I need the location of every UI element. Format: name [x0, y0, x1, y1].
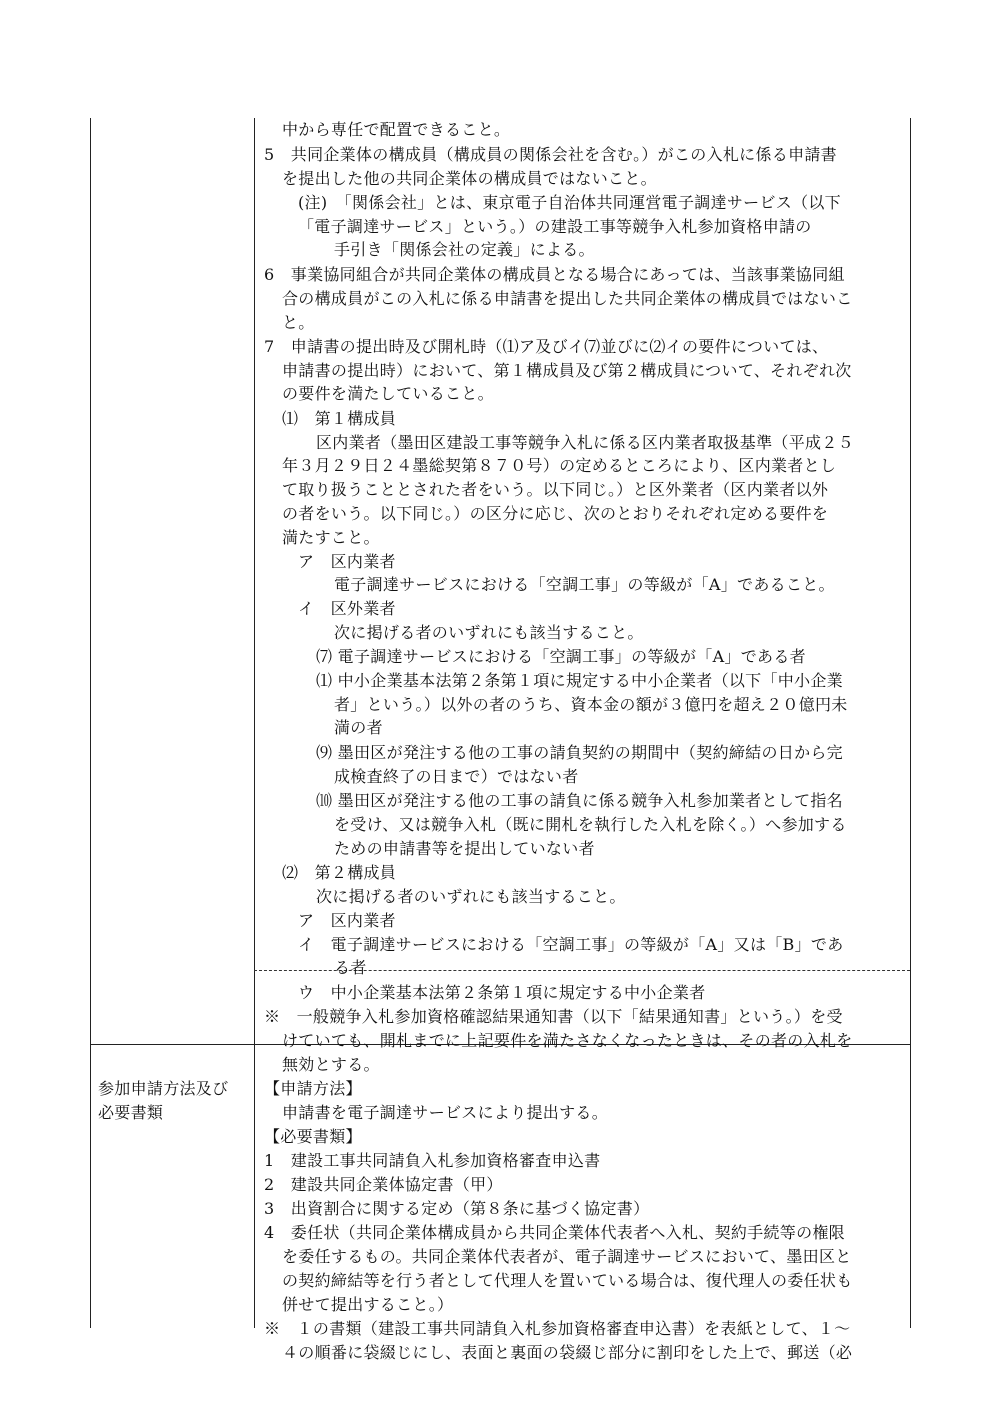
application-text-line: を委任するもの。共同企業体代表者が、電子調達サービスにおいて、墨田区と: [282, 1247, 852, 1266]
application-text-line: 3 出資割合に関する定め（第８条に基づく協定書）: [264, 1199, 650, 1218]
requirement-text-line: と。: [282, 313, 315, 332]
requirement-text-line: 申請書の提出時）において、第１構成員及び第２構成員について、それぞれ次: [282, 361, 852, 380]
requirement-text-line: 合の構成員がこの入札に係る申請書を提出した共同企業体の構成員ではないこ: [282, 289, 853, 308]
requirement-text-line: 成検査終了の日まで）ではない者: [334, 767, 579, 786]
requirement-text-line: ⑼ 墨田区が発注する他の工事の請負契約の期間中（契約締結の日から完: [316, 743, 843, 762]
application-text-line: 併せて提出すること。）: [282, 1295, 454, 1314]
row-label-line: 必要書類: [98, 1103, 164, 1122]
requirement-text-line: 手引き「関係会社の定義」による。: [334, 240, 595, 259]
requirement-text-line: を提出した他の共同企業体の構成員ではないこと。: [282, 169, 657, 188]
requirement-text-line: ア 区内業者: [298, 552, 396, 571]
requirement-text-line: 7 申請書の提出時及び開札時（⑴ア及びイ⑺並びに⑵イの要件については、: [264, 337, 829, 356]
requirement-text-line: 満の者: [334, 718, 383, 737]
requirement-text-line: を受け、又は競争入札（既に開札を執行した入札を除く。）へ参加する: [334, 815, 847, 834]
application-text-line: 申請書を電子調達サービスにより提出する。: [282, 1103, 609, 1122]
table-right-border: [910, 118, 911, 1328]
application-text-line: ※ １の書類（建設工事共同請負入札参加資格審査申込書）を表紙として、１～: [264, 1319, 851, 1338]
requirement-text-line: ⑺ 電子調達サービスにおける「空調工事」の等級が「A」である者: [316, 647, 806, 666]
requirement-text-line: 電子調達サービスにおける「空調工事」の等級が「A」であること。: [334, 575, 835, 594]
requirement-text-line: ための申請書等を提出していない者: [334, 839, 595, 858]
application-text-line: 【申請方法】: [264, 1079, 362, 1098]
requirement-text-line: 5 共同企業体の構成員（構成員の関係会社を含む。）がこの入札に係る申請書: [264, 145, 837, 164]
row-label-line: 参加申請方法及び: [98, 1079, 229, 1098]
requirement-text-line: 次に掲げる者のいずれにも該当すること。: [334, 623, 644, 642]
note-text-line: ※ 一般競争入札参加資格確認結果通知書（以下「結果通知書」という。）を受: [264, 1007, 843, 1026]
application-text-line: 【必要書類】: [264, 1127, 362, 1146]
requirement-text-line: る者: [334, 958, 367, 977]
application-text-line: ４の順番に袋綴じにし、表面と裏面の袋綴じ部分に割印をした上で、郵送（必: [282, 1343, 853, 1362]
requirement-text-line: ⑴ 中小企業基本法第２条第１項に規定する中小企業者（以下「中小企業: [316, 671, 843, 690]
requirement-text-line: 区内業者（墨田区建設工事等競争入札に係る区内業者取扱基準（平成２５: [316, 433, 854, 452]
requirement-text-line: ⑽ 墨田区が発注する他の工事の請負に係る競争入札参加業者として指名: [316, 791, 843, 810]
requirement-text-line: 中から専任で配置できること。: [282, 120, 511, 139]
requirement-text-line: ⑵ 第２構成員: [282, 863, 397, 882]
requirement-text-line: ウ 中小企業基本法第２条第１項に規定する中小企業者: [298, 983, 706, 1002]
requirement-text-line: 年３月２９日２４墨総契第８７０号）の定めるところにより、区内業者とし: [282, 456, 837, 475]
requirement-text-line: 次に掲げる者のいずれにも該当すること。: [316, 887, 626, 906]
requirement-text-line: 者」という。）以外の者のうち、資本金の額が３億円を超え２０億円未: [334, 695, 848, 714]
requirement-text-line: イ 電子調達サービスにおける「空調工事」の等級が「A」又は「B」であ: [298, 935, 844, 954]
application-text-line: 2 建設共同企業体協定書（甲）: [264, 1175, 503, 1194]
note-text-line: けていても、開札までに上記要件を満たさなくなったときは、その者の入札を: [282, 1031, 853, 1050]
requirement-text-line: の要件を満たしていること。: [282, 384, 494, 403]
requirement-text-line: ア 区内業者: [298, 911, 396, 930]
application-text-line: の契約締結等を行う者として代理人を置いている場合は、復代理人の委任状も: [282, 1271, 853, 1290]
application-text-line: 4 委任状（共同企業体構成員から共同企業体代表者へ入札、契約手続等の権限: [264, 1223, 845, 1242]
requirement-text-line: (注) 「関係会社」とは、東京電子自治体共同運営電子調達サービス（以下: [298, 193, 841, 212]
requirement-text-line: イ 区外業者: [298, 599, 396, 618]
requirement-text-line: 満たすこと。: [282, 528, 380, 547]
table-column-divider: [254, 118, 255, 1328]
requirement-text-line: ⑴ 第１構成員: [282, 409, 397, 428]
requirement-text-line: て取り扱うこととされた者をいう。以下同じ。）と区外業者（区内業者以外: [282, 480, 829, 499]
requirement-text-line: の者をいう。以下同じ。）の区分に応じ、次のとおりそれぞれ定める要件を: [282, 504, 829, 523]
requirement-text-line: 「電子調達サービス」という。）の建設工事等競争入札参加資格申請の: [298, 217, 812, 236]
table-left-border: [90, 118, 91, 1328]
note-text-line: 無効とする。: [282, 1055, 380, 1074]
application-text-line: 1 建設工事共同請負入札参加資格審査申込書: [264, 1151, 601, 1170]
requirement-text-line: 6 事業協同組合が共同企業体の構成員となる場合にあっては、当該事業協同組: [264, 265, 845, 284]
